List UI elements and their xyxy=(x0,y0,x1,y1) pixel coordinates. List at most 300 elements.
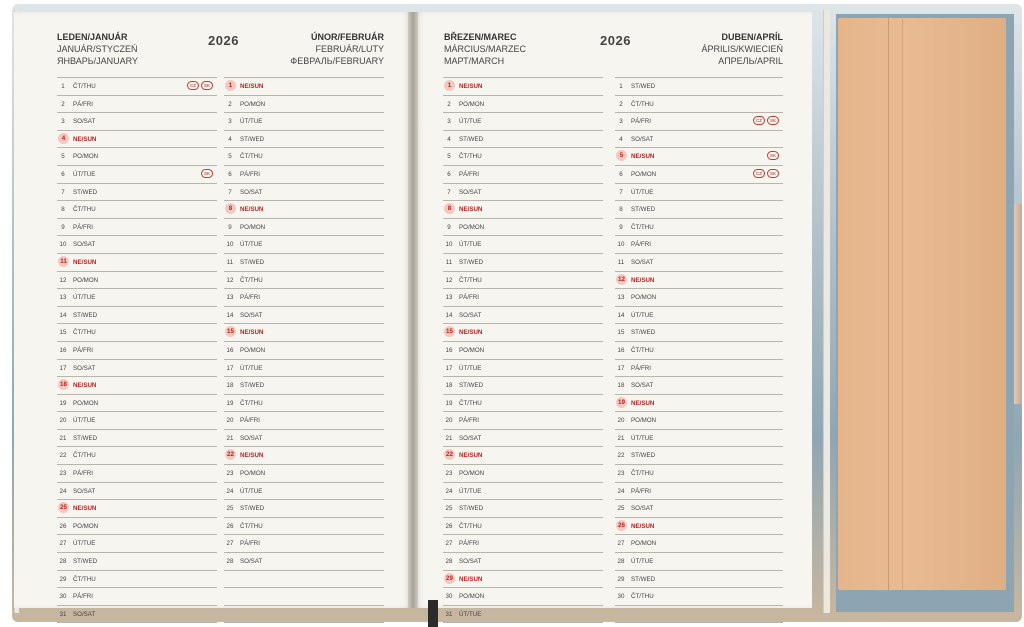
day-number: 21 xyxy=(445,434,453,442)
weekday-label: SO/SAT xyxy=(240,434,263,442)
weekday-label: SO/SAT xyxy=(631,135,654,143)
weekday-label: PÁ/FRI xyxy=(459,170,479,178)
day-number: 21 xyxy=(617,434,625,442)
day-row[interactable] xyxy=(443,412,603,430)
year-label-left: 2026 xyxy=(208,33,239,48)
day-row[interactable] xyxy=(615,377,783,395)
weekday-label: PÁ/FRI xyxy=(73,346,93,354)
day-row[interactable] xyxy=(57,219,217,237)
weekday-label: PÁ/FRI xyxy=(631,241,651,249)
weekday-label: ÚT/TUE xyxy=(459,487,482,495)
day-row[interactable] xyxy=(224,201,384,219)
day-number: 8 xyxy=(444,203,455,214)
day-row[interactable] xyxy=(615,606,783,624)
weekday-label: ST/WED xyxy=(459,135,484,143)
weekday-label: PO/MON xyxy=(631,417,657,425)
day-row[interactable] xyxy=(443,219,603,237)
day-row[interactable] xyxy=(443,588,603,606)
holiday-badge: SK xyxy=(767,169,779,178)
day-row[interactable] xyxy=(57,289,217,307)
day-number: 27 xyxy=(617,540,625,548)
weekday-label: NE/SUN xyxy=(240,206,264,214)
day-row[interactable] xyxy=(615,342,783,360)
day-number: 24 xyxy=(617,487,625,495)
day-row[interactable] xyxy=(224,166,384,184)
day-number: 14 xyxy=(445,311,453,319)
day-row[interactable] xyxy=(224,148,384,166)
day-number: 2 xyxy=(619,100,623,108)
kraft-pocket[interactable] xyxy=(838,18,1006,590)
day-row[interactable] xyxy=(615,184,783,202)
day-number: 13 xyxy=(445,294,453,302)
day-row[interactable] xyxy=(443,289,603,307)
day-number: 17 xyxy=(445,364,453,372)
day-row[interactable] xyxy=(443,131,603,149)
weekday-label: NE/SUN xyxy=(240,452,264,460)
day-row[interactable] xyxy=(57,113,217,131)
day-row[interactable] xyxy=(57,77,217,96)
day-number: 30 xyxy=(59,593,67,601)
weekday-label: ST/WED xyxy=(73,311,98,319)
day-row[interactable] xyxy=(443,500,603,518)
day-number: 13 xyxy=(59,294,67,302)
day-number: 19 xyxy=(445,399,453,407)
day-number: 18 xyxy=(58,379,69,390)
day-number: 15 xyxy=(444,326,455,337)
month-translation: ÁPRILIS/KWIECIEŃ xyxy=(701,44,783,54)
day-number: 18 xyxy=(226,382,234,390)
day-row[interactable] xyxy=(615,166,783,184)
holiday-badges xyxy=(753,116,779,125)
day-row[interactable] xyxy=(57,518,217,536)
day-row[interactable] xyxy=(224,77,384,96)
day-number: 6 xyxy=(619,170,623,178)
day-row[interactable] xyxy=(615,500,783,518)
weekday-label: NE/SUN xyxy=(73,505,97,513)
day-number: 26 xyxy=(59,522,67,530)
day-number: 26 xyxy=(445,522,453,530)
weekday-label: SO/SAT xyxy=(73,241,96,249)
weekday-label: ST/WED xyxy=(631,83,656,90)
weekday-label: PÁ/FRI xyxy=(459,417,479,425)
day-number: 22 xyxy=(59,452,67,460)
day-row[interactable] xyxy=(443,518,603,536)
day-number: 20 xyxy=(226,417,234,425)
day-row[interactable] xyxy=(224,395,384,413)
day-number: 12 xyxy=(616,274,627,285)
weekday-label: NE/SUN xyxy=(631,276,655,284)
day-row[interactable] xyxy=(224,571,384,589)
day-row[interactable] xyxy=(224,184,384,202)
day-number: 6 xyxy=(228,170,232,178)
weekday-label: ÚT/TUE xyxy=(631,188,654,196)
weekday-label: ÚT/TUE xyxy=(631,558,654,566)
day-row[interactable] xyxy=(443,236,603,254)
day-row[interactable] xyxy=(224,131,384,149)
weekday-label: PO/MON xyxy=(73,399,99,407)
day-row[interactable] xyxy=(615,430,783,448)
day-row[interactable] xyxy=(443,447,603,465)
day-row[interactable] xyxy=(615,465,783,483)
day-row[interactable] xyxy=(615,96,783,114)
day-row[interactable] xyxy=(615,131,783,149)
day-column-march xyxy=(443,77,603,623)
day-number: 19 xyxy=(226,399,234,407)
month-translation: MÁRCIUS/MARZEC xyxy=(444,44,527,54)
day-number: 27 xyxy=(59,540,67,548)
day-row[interactable] xyxy=(57,131,217,149)
day-row[interactable] xyxy=(443,553,603,571)
weekday-label: ST/WED xyxy=(240,258,265,266)
weekday-label: ÚT/TUE xyxy=(73,540,96,548)
day-number: 28 xyxy=(617,558,625,566)
day-number: 16 xyxy=(226,346,234,354)
day-number: 23 xyxy=(617,470,625,478)
weekday-label: SO/SAT xyxy=(459,311,482,319)
day-number: 12 xyxy=(226,276,234,284)
day-row[interactable] xyxy=(224,412,384,430)
day-row[interactable] xyxy=(443,483,603,501)
day-row[interactable] xyxy=(224,342,384,360)
weekday-label: ST/WED xyxy=(459,258,484,266)
day-row[interactable] xyxy=(443,535,603,553)
day-row[interactable] xyxy=(57,395,217,413)
weekday-label: ČT/THU xyxy=(631,100,654,108)
day-number: 16 xyxy=(59,346,67,354)
day-row[interactable] xyxy=(443,342,603,360)
day-row[interactable] xyxy=(615,148,783,166)
day-number: 17 xyxy=(617,364,625,372)
day-row[interactable] xyxy=(615,571,783,589)
day-row[interactable] xyxy=(224,360,384,378)
day-number: 9 xyxy=(619,223,623,231)
day-number: 14 xyxy=(617,311,625,319)
weekday-label: ST/WED xyxy=(73,434,98,442)
day-row[interactable] xyxy=(224,606,384,624)
day-row[interactable] xyxy=(224,447,384,465)
day-row[interactable] xyxy=(615,254,783,272)
day-row[interactable] xyxy=(57,166,217,184)
day-number: 7 xyxy=(228,188,232,196)
day-number: 23 xyxy=(59,470,67,478)
day-number: 21 xyxy=(226,434,234,442)
day-row[interactable] xyxy=(615,535,783,553)
weekday-label: PO/MON xyxy=(73,522,99,530)
day-row[interactable] xyxy=(57,465,217,483)
weekday-label: ČT/THU xyxy=(631,223,654,231)
day-number: 9 xyxy=(447,223,451,231)
day-row[interactable] xyxy=(615,77,783,96)
day-number: 9 xyxy=(61,223,65,231)
weekday-label: PÁ/FRI xyxy=(240,294,260,302)
weekday-label: PÁ/FRI xyxy=(240,540,260,548)
day-row[interactable] xyxy=(224,113,384,131)
day-number: 1 xyxy=(225,80,236,91)
day-number: 22 xyxy=(225,449,236,460)
weekday-label: PO/MON xyxy=(240,346,266,354)
day-number: 3 xyxy=(619,118,623,126)
day-row[interactable] xyxy=(57,553,217,571)
day-row[interactable] xyxy=(615,483,783,501)
weekday-label: SO/SAT xyxy=(631,258,654,266)
day-number: 14 xyxy=(59,311,67,319)
weekday-label: SO/SAT xyxy=(240,311,263,319)
day-number: 13 xyxy=(226,294,234,302)
day-row[interactable] xyxy=(224,272,384,290)
day-row[interactable] xyxy=(224,307,384,325)
day-row[interactable] xyxy=(615,113,783,131)
day-number: 4 xyxy=(619,135,623,143)
day-row[interactable] xyxy=(615,289,783,307)
month-translation: АПРЕЛЬ/APRIL xyxy=(718,56,783,66)
day-number: 5 xyxy=(447,153,451,161)
weekday-label: PÁ/FRI xyxy=(631,118,651,126)
weekday-label: SO/SAT xyxy=(631,382,654,390)
weekday-label: ČT/THU xyxy=(459,276,482,284)
month-header-january xyxy=(57,32,138,66)
day-row[interactable] xyxy=(57,412,217,430)
day-row[interactable] xyxy=(57,377,217,395)
weekday-label: SO/SAT xyxy=(459,434,482,442)
weekday-label: ÚT/TUE xyxy=(459,118,482,126)
day-row[interactable] xyxy=(615,324,783,342)
weekday-label: ÚT/TUE xyxy=(459,364,482,372)
month-title: BŘEZEN/MAREC xyxy=(444,32,517,42)
day-number: 20 xyxy=(59,417,67,425)
day-number: 11 xyxy=(617,258,625,266)
day-row[interactable] xyxy=(57,342,217,360)
weekday-label: ST/WED xyxy=(631,206,656,214)
day-number: 4 xyxy=(58,133,69,144)
day-number: 6 xyxy=(61,170,65,178)
weekday-label: ST/WED xyxy=(631,575,656,583)
month-title: DUBEN/APRÍL xyxy=(721,32,783,42)
day-row[interactable] xyxy=(443,272,603,290)
holiday-badge: CZ xyxy=(753,116,765,125)
day-number: 16 xyxy=(617,346,625,354)
day-row[interactable] xyxy=(224,500,384,518)
day-row[interactable] xyxy=(443,606,603,624)
day-row[interactable] xyxy=(443,377,603,395)
day-number: 26 xyxy=(226,522,234,530)
day-number: 10 xyxy=(59,241,67,249)
day-row[interactable] xyxy=(224,219,384,237)
day-number: 24 xyxy=(59,487,67,495)
day-row[interactable] xyxy=(443,360,603,378)
weekday-label: PÁ/FRI xyxy=(73,100,93,108)
day-row[interactable] xyxy=(57,500,217,518)
day-row[interactable] xyxy=(57,272,217,290)
day-row[interactable] xyxy=(57,307,217,325)
weekday-label: ČT/THU xyxy=(631,593,654,601)
day-number: 27 xyxy=(445,540,453,548)
weekday-label: ST/WED xyxy=(240,135,265,143)
day-row[interactable] xyxy=(443,166,603,184)
day-row[interactable] xyxy=(224,289,384,307)
weekday-label: PÁ/FRI xyxy=(73,593,93,601)
day-number: 30 xyxy=(617,593,625,601)
day-row[interactable] xyxy=(615,553,783,571)
day-row[interactable] xyxy=(443,184,603,202)
day-row[interactable] xyxy=(224,553,384,571)
day-row[interactable] xyxy=(57,184,217,202)
day-row[interactable] xyxy=(57,430,217,448)
weekday-label: SO/SAT xyxy=(73,118,96,126)
weekday-label: PO/MON xyxy=(631,170,657,178)
month-translation: ЯНВАРЬ/JANUARY xyxy=(57,56,138,66)
day-row[interactable] xyxy=(615,518,783,536)
day-number: 15 xyxy=(59,329,67,337)
day-number: 29 xyxy=(59,575,67,583)
day-number: 28 xyxy=(226,558,234,566)
day-number: 3 xyxy=(228,118,232,126)
day-number: 4 xyxy=(228,135,232,143)
day-row[interactable] xyxy=(224,236,384,254)
day-number: 1 xyxy=(61,83,65,90)
day-row[interactable] xyxy=(615,588,783,606)
day-number: 28 xyxy=(445,558,453,566)
weekday-label: PO/MON xyxy=(240,100,266,108)
day-row[interactable] xyxy=(615,307,783,325)
day-row[interactable] xyxy=(443,77,603,96)
day-row[interactable] xyxy=(443,96,603,114)
day-number: 25 xyxy=(58,502,69,513)
day-row[interactable] xyxy=(443,148,603,166)
day-row[interactable] xyxy=(57,254,217,272)
weekday-label: ST/WED xyxy=(459,505,484,513)
day-number: 24 xyxy=(445,487,453,495)
day-row[interactable] xyxy=(224,465,384,483)
day-number: 15 xyxy=(225,326,236,337)
weekday-label: NE/SUN xyxy=(631,522,655,530)
day-row[interactable] xyxy=(224,430,384,448)
weekday-label: ST/WED xyxy=(459,382,484,390)
weekday-label: NE/SUN xyxy=(459,329,483,337)
weekday-label: PO/MON xyxy=(459,223,485,231)
day-number: 23 xyxy=(226,470,234,478)
day-row[interactable] xyxy=(57,360,217,378)
holiday-badge: SK xyxy=(767,151,779,160)
day-row[interactable] xyxy=(443,395,603,413)
day-row[interactable] xyxy=(57,236,217,254)
day-row[interactable] xyxy=(57,96,217,114)
weekday-label: ST/WED xyxy=(73,558,98,566)
weekday-label: SO/SAT xyxy=(240,188,263,196)
day-row[interactable] xyxy=(57,201,217,219)
day-row[interactable] xyxy=(224,588,384,606)
day-row[interactable] xyxy=(224,324,384,342)
day-number: 8 xyxy=(225,203,236,214)
weekday-label: SO/SAT xyxy=(73,487,96,495)
weekday-label: PÁ/FRI xyxy=(73,470,93,478)
day-row[interactable] xyxy=(443,254,603,272)
day-row[interactable] xyxy=(615,219,783,237)
month-translation: МАРТ/MARCH xyxy=(444,56,505,66)
day-row[interactable] xyxy=(57,324,217,342)
day-row[interactable] xyxy=(443,324,603,342)
holiday-badge: SK xyxy=(201,81,213,90)
day-row[interactable] xyxy=(443,113,603,131)
day-number: 12 xyxy=(445,276,453,284)
day-number: 31 xyxy=(445,610,453,618)
weekday-label: NE/SUN xyxy=(73,382,97,390)
day-row[interactable] xyxy=(443,465,603,483)
day-row[interactable] xyxy=(57,447,217,465)
weekday-label: NE/SUN xyxy=(240,329,264,337)
day-row[interactable] xyxy=(57,606,217,624)
day-column-february xyxy=(224,77,384,623)
weekday-label: ČT/THU xyxy=(73,575,96,583)
bookmark-ribbon[interactable] xyxy=(428,600,438,627)
day-number: 2 xyxy=(228,100,232,108)
day-number: 30 xyxy=(445,593,453,601)
month-title: ÚNOR/FEBRUÁR xyxy=(311,32,384,42)
month-header-april xyxy=(683,32,783,66)
weekday-label: ST/WED xyxy=(631,329,656,337)
day-row[interactable] xyxy=(224,483,384,501)
day-number: 20 xyxy=(617,417,625,425)
holiday-badge: SK xyxy=(767,116,779,125)
day-row[interactable] xyxy=(224,535,384,553)
day-number: 27 xyxy=(226,540,234,548)
weekday-label: ČT/THU xyxy=(73,83,96,90)
day-row[interactable] xyxy=(615,201,783,219)
month-header-february xyxy=(284,32,384,66)
weekday-label: ST/WED xyxy=(240,382,265,390)
weekday-label: PO/MON xyxy=(459,346,485,354)
day-number: 20 xyxy=(445,417,453,425)
month-title: LEDEN/JANUÁR xyxy=(57,32,128,42)
page-edge-right xyxy=(823,10,830,613)
day-number: 22 xyxy=(617,452,625,460)
day-row[interactable] xyxy=(615,360,783,378)
day-row[interactable] xyxy=(615,395,783,413)
weekday-label: SO/SAT xyxy=(459,558,482,566)
weekday-label: ÚT/TUE xyxy=(459,610,482,618)
day-row[interactable] xyxy=(443,571,603,589)
weekday-label: NE/SUN xyxy=(73,135,97,143)
day-number: 21 xyxy=(59,434,67,442)
weekday-label: NE/SUN xyxy=(459,575,483,583)
day-row[interactable] xyxy=(57,535,217,553)
day-number: 31 xyxy=(59,610,67,618)
weekday-label: ÚT/TUE xyxy=(73,294,96,302)
year-label-right: 2026 xyxy=(600,33,631,48)
day-row[interactable] xyxy=(57,148,217,166)
day-number: 10 xyxy=(445,241,453,249)
day-number: 11 xyxy=(445,258,453,266)
day-number: 25 xyxy=(445,505,453,513)
day-row[interactable] xyxy=(443,201,603,219)
day-row[interactable] xyxy=(443,307,603,325)
day-row[interactable] xyxy=(224,377,384,395)
day-row[interactable] xyxy=(615,236,783,254)
day-row[interactable] xyxy=(57,588,217,606)
day-row[interactable] xyxy=(224,96,384,114)
weekday-label: ČT/THU xyxy=(73,206,96,214)
day-row[interactable] xyxy=(615,412,783,430)
day-row[interactable] xyxy=(224,518,384,536)
day-row[interactable] xyxy=(57,483,217,501)
day-row[interactable] xyxy=(57,571,217,589)
day-row[interactable] xyxy=(224,254,384,272)
weekday-label: NE/SUN xyxy=(459,452,483,460)
day-row[interactable] xyxy=(443,430,603,448)
day-row[interactable] xyxy=(615,447,783,465)
day-number: 1 xyxy=(444,80,455,91)
day-row[interactable] xyxy=(615,272,783,290)
weekday-label: PÁ/FRI xyxy=(459,540,479,548)
